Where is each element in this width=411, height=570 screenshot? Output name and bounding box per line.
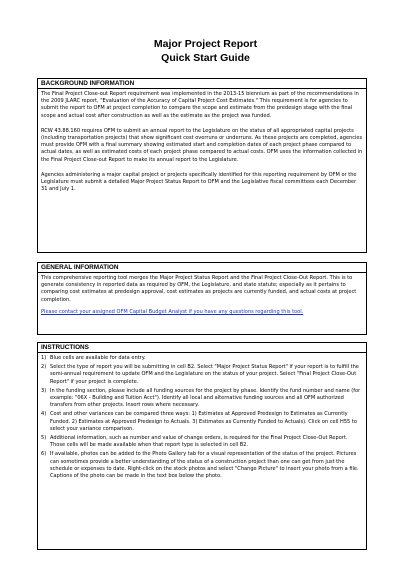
instruction-item	[41, 411, 363, 433]
instruction-item	[41, 435, 363, 449]
instruction-number: 6)	[41, 451, 47, 458]
instruction-number: 1)	[41, 355, 47, 361]
instruction-number: 3)	[41, 387, 47, 394]
instructions-heading: INSTRUCTIONS	[38, 343, 366, 353]
general-section	[37, 262, 367, 335]
general-text: This comprehensive reporting tool merges the Major Project Status Report and the Final Project Close-Out Report. This is to generate consistency in reported data as required by OFM, the Legislature, and state statute; especially as it pertains to comparing cost estimates at predesign approval, cost estimates as projects are currently funded, and actual costs at project completion.	[41, 275, 357, 303]
background-section	[37, 78, 367, 253]
general-heading: GENERAL INFORMATION	[38, 263, 366, 273]
contact-analyst-link[interactable]: Please contact your assigned OFM Capital Budget Analyst if you have any questions regarding this tool.	[41, 308, 304, 315]
instruction-number: 5)	[41, 435, 47, 442]
instruction-text: Additional information, such as number and value of change orders, is required for the Final Project Close-Out Report. Those cells will be made available when that report type is selected in cell B2.	[50, 435, 348, 449]
instruction-item	[41, 355, 363, 362]
background-heading: BACKGROUND INFORMATION	[38, 79, 366, 89]
background-paragraph: RCW 43.88.160 requires OFM to submit an annual report to the Legislature on the status of all appropriated capital projects (including transportation projects) that show significant cost overruns or underruns. As these projects are completed, agencies must provide OFM with a final summary showing estimated start and completion dates of each project phase compared to actual dates, as well as estimated costs of each project phase compared to actual costs. OFM uses the information collected in the Final Project Close-out Report to make its annual report to the Legislature.	[41, 127, 363, 163]
instruction-text: Cost and other variances can be compared three ways: 1) Estimates at Approved Predesign to Estimates as Currently Funded. 2) Estimates at Approved Predesign to Actuals. 3) Estimates as Currently Funded to Actuals). Click on cell H55 to select your variance comparison.	[50, 411, 357, 432]
background-paragraph: The Final Project Close-out Report requirement was implemented in the 2013-15 biennium as part of the recommendations in the 2009 JLARC report, "Evaluation of the Accuracy of Capital Project Cost Estimates." This requirement is for agencies to submit the report to OFM at project completion to compare the scope and estimate from the predesign stage with the final scope and actual cost after construction as well as the estimate as the project was funded.	[41, 91, 359, 119]
instruction-item	[41, 364, 363, 386]
page-subtitle: Quick Start Guide	[161, 52, 250, 64]
page-title: Major Project Report	[153, 38, 258, 50]
instruction-text: Blue cells are available for data entry.	[50, 355, 146, 361]
instruction-number: 4)	[41, 411, 47, 418]
instruction-text: If available, photos can be added to the Photo Gallery tab for a visual representation of the status of the project. Pictures can sometimes provide a better understanding of the status of a construction project than one can get from just the schedule or expenses to date. Right-click on the stock photos and select "Change Picture" to insert your photo from a file. Captions of the photo can be made in the text box below the photo.	[50, 451, 359, 480]
instruction-number: 2)	[41, 364, 47, 371]
instruction-item	[41, 388, 363, 410]
background-paragraph: Agencies administering a major capital project or projects specifically identified for this reporting requirement by OFM or the Legislature must submit a detailed Major Project Status Report to OFM and the Legislative fiscal committees each December 31 and July 1.	[41, 171, 357, 193]
instructions-section	[37, 342, 367, 550]
instruction-item	[41, 451, 363, 480]
instruction-text: In the funding section, please include all funding sources for the project by phase. Identify the fund number and name (for example: "06X - Building and Tuition Acct"). Identify all local and alternative funding sources and all OFM authorized transfers from other projects. Insert rows where necessary.	[50, 387, 361, 409]
instruction-text: Select the type of report you will be submitting in cell B2. Select "Major Project Status Report" if your report is to fulfill the semi-annual requirement to update OFM and the Legislature on the status of your project. Select "Final Project Close-Out Report" if your project is complete.	[50, 364, 359, 385]
